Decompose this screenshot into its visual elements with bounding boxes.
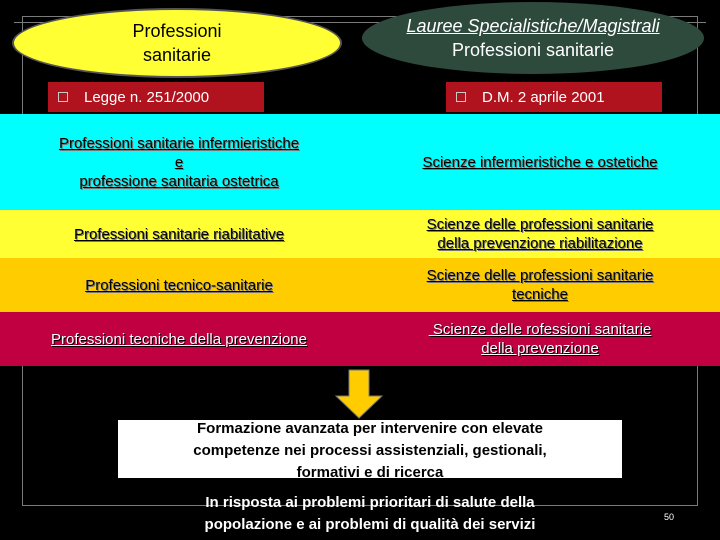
formation-line: Formazione avanzata per intervenire con elevate <box>197 420 543 437</box>
cell-line: professione sanitaria ostetrica <box>79 172 279 190</box>
table-row <box>0 114 720 210</box>
left-title-ellipse <box>12 8 342 78</box>
table-row <box>0 210 720 258</box>
square-bullet-icon <box>58 92 68 102</box>
down-arrow-icon <box>334 368 384 420</box>
cell-line: Professioni tecniche della prevenzione <box>51 330 307 348</box>
law-bar-right <box>446 82 662 112</box>
row-left-cell <box>0 258 358 312</box>
left-title-line-2: sanitarie <box>142 45 212 65</box>
cell-line: e <box>174 153 184 171</box>
formation-line: formativi e di ricerca <box>296 464 444 481</box>
law-left-text: Legge n. 251/2000 <box>84 88 210 106</box>
cell-line: Scienze delle rofessioni sanitarie <box>428 321 652 338</box>
right-title-ellipse <box>362 2 704 74</box>
cell-line: Professioni sanitarie infermieristiche <box>58 134 300 152</box>
row-right-cell <box>372 258 708 312</box>
row-left-cell <box>0 114 358 210</box>
left-title-line-1: Professioni <box>132 21 222 41</box>
page-number: 50 <box>664 512 675 522</box>
answer-text <box>160 492 580 536</box>
law-right-text: D.M. 2 aprile 2001 <box>482 88 605 106</box>
formation-text <box>118 418 622 484</box>
square-bullet-icon <box>456 92 466 102</box>
cell-line: tecniche <box>512 286 568 303</box>
right-title-line-2: Professioni sanitarie <box>451 40 615 60</box>
cell-line: della prevenzione <box>481 340 599 357</box>
row-left-cell <box>0 210 358 258</box>
cell-line: Professioni tecnico-sanitarie <box>85 276 273 294</box>
cell-line: Scienze delle professioni sanitarie <box>426 267 654 284</box>
law-bar-left <box>48 82 264 112</box>
formation-line: competenze nei processi assistenziali, gestionali, <box>193 442 547 459</box>
row-right-cell <box>372 312 708 366</box>
cell-line: Professioni sanitarie riabilitative <box>73 225 285 243</box>
cell-line: della prevenzione riabilitazione <box>437 235 643 252</box>
table-row <box>0 258 720 312</box>
answer-line: In risposta ai problemi prioritari di salute della <box>205 494 535 511</box>
right-title-line-1: Lauree Specialistiche/Magistrali <box>406 16 660 36</box>
row-left-cell <box>0 312 358 366</box>
table-row <box>0 312 720 366</box>
answer-line: popolazione e ai problemi di qualità dei servizi <box>204 516 536 533</box>
row-right-cell <box>372 114 708 210</box>
cell-line: Scienze delle professioni sanitarie <box>426 216 654 233</box>
cell-line: Scienze infermieristiche e ostetiche <box>422 153 658 171</box>
row-right-cell <box>372 210 708 258</box>
